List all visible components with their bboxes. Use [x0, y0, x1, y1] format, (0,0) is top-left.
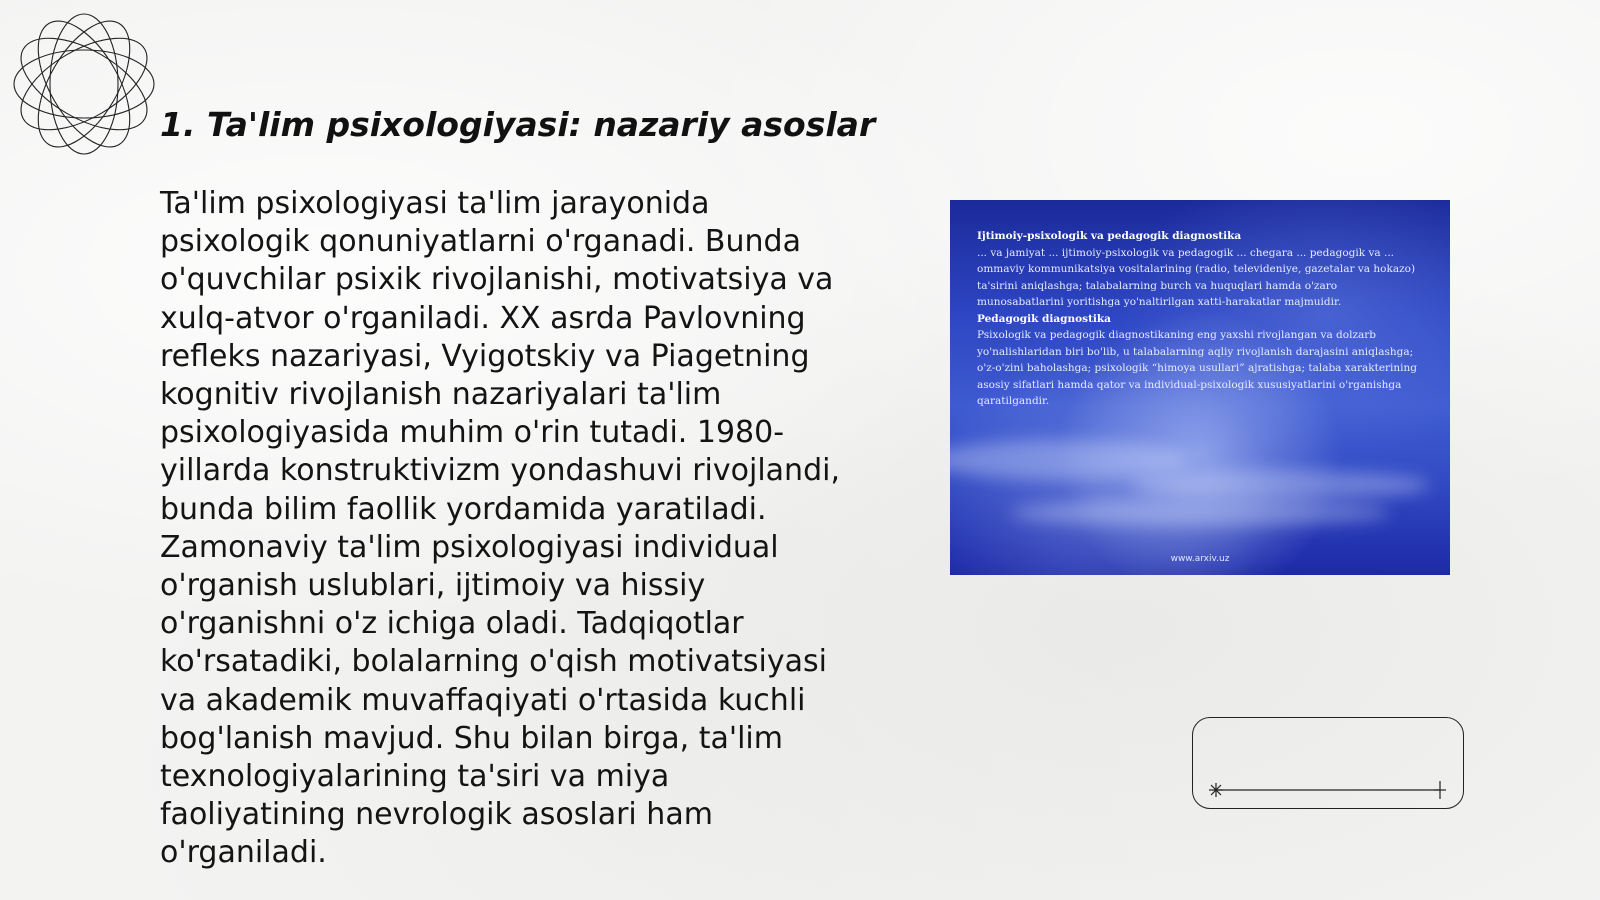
- body-line: yillarda konstruktivizm yondashuvi rivojlandi,: [160, 453, 840, 489]
- body-line: bunda bilim faollik yordamida yaratiladi.: [160, 491, 767, 527]
- embedded-heading: Ijtimoiy-psixologik va pedagogik diagnostika: [977, 230, 1242, 242]
- embedded-slide-image: [950, 200, 1450, 575]
- body-line: ko'rsatadiki, bolalarning o'qish motivatsiyasi: [160, 644, 827, 680]
- orbital-rings-logo: [10, 10, 158, 158]
- body-line: o'quvchilar psixik rivojlanishi, motivatsiya va: [160, 262, 834, 298]
- body-line: bog'lanish mavjud. Shu bilan birga, ta'lim: [160, 720, 783, 756]
- cloud-shape: [1010, 500, 1390, 526]
- embedded-heading: Pedagogik diagnostika: [977, 312, 1111, 325]
- embedded-text-block: [977, 228, 1427, 410]
- cloud-shape: [1130, 470, 1430, 500]
- body-line: o'rganishni o'z ichiga oladi. Tadqiqotlar: [160, 606, 744, 642]
- embedded-url: www.arxiv.uz: [1170, 554, 1230, 564]
- decorative-line: [1208, 780, 1448, 800]
- body-line: va akademik muvaffaqiyati o'rtasida kuchli: [160, 682, 806, 718]
- body-line: refleks nazariyasi, Vyigotskiy va Piagetning: [160, 338, 810, 374]
- body-line: o'rganish uslublari, ijtimoiy va hissiy: [160, 568, 706, 604]
- embedded-paragraph: Psixologik va pedagogik diagnostikaning eng yaxshi rivojlangan va dolzarb yo'nalishlaridan biri bo'lib, u talabalarning aqliy rivojlanish darajasini aniqlashga; o'z-o'zini baholashga; psixologik “himoya usullari” ajratishga; talaba xarakterining asosiy sifatlari hamda qator va individual-psixologik xususiyatlarini o'rganishga qaratilgandir.: [977, 329, 1418, 407]
- cloud-shape: [950, 440, 1190, 480]
- body-line: kognitiv rivojlanish nazariyalari ta'lim: [160, 377, 722, 413]
- body-line: psixologik qonuniyatlarni o'rganadi. Bunda: [160, 224, 801, 260]
- sparkle-icon: [1209, 783, 1223, 797]
- body-line: psixologiyasida muhim o'rin tutadi. 1980-: [160, 415, 785, 451]
- embedded-paragraph: ... va jamiyat ... ijtimoiy-psixologik va pedagogik ... chegara ... pedagogik va ... ommaviy kommunikatsiya vositalarining (radio, televideniye, gazetalar va hokazo) ta'sirini aniqlashga; talabalarning burch va huquqlari hamda o'zaro munosabatlarini yoritishga yo'naltirilgan xatti-harakatlar majmuidir.: [977, 246, 1416, 308]
- body-line: xulq-atvor o'rganiladi. XX asrda Pavlovning: [160, 300, 806, 336]
- slide-title: 1. Ta'lim psixologiyasi: nazariy asoslar: [160, 105, 876, 144]
- body-paragraph: [160, 185, 850, 873]
- body-line: Ta'lim psixologiyasi ta'lim jarayonida: [160, 186, 710, 221]
- cross-star-icon: [1434, 781, 1446, 799]
- body-line: faoliyatining nevrologik asoslari ham: [160, 797, 713, 833]
- body-line: Zamonaviy ta'lim psixologiyasi individual: [160, 529, 779, 565]
- body-line: o'rganiladi.: [160, 835, 327, 871]
- body-line: texnologiyalarining ta'siri va miya: [160, 759, 670, 795]
